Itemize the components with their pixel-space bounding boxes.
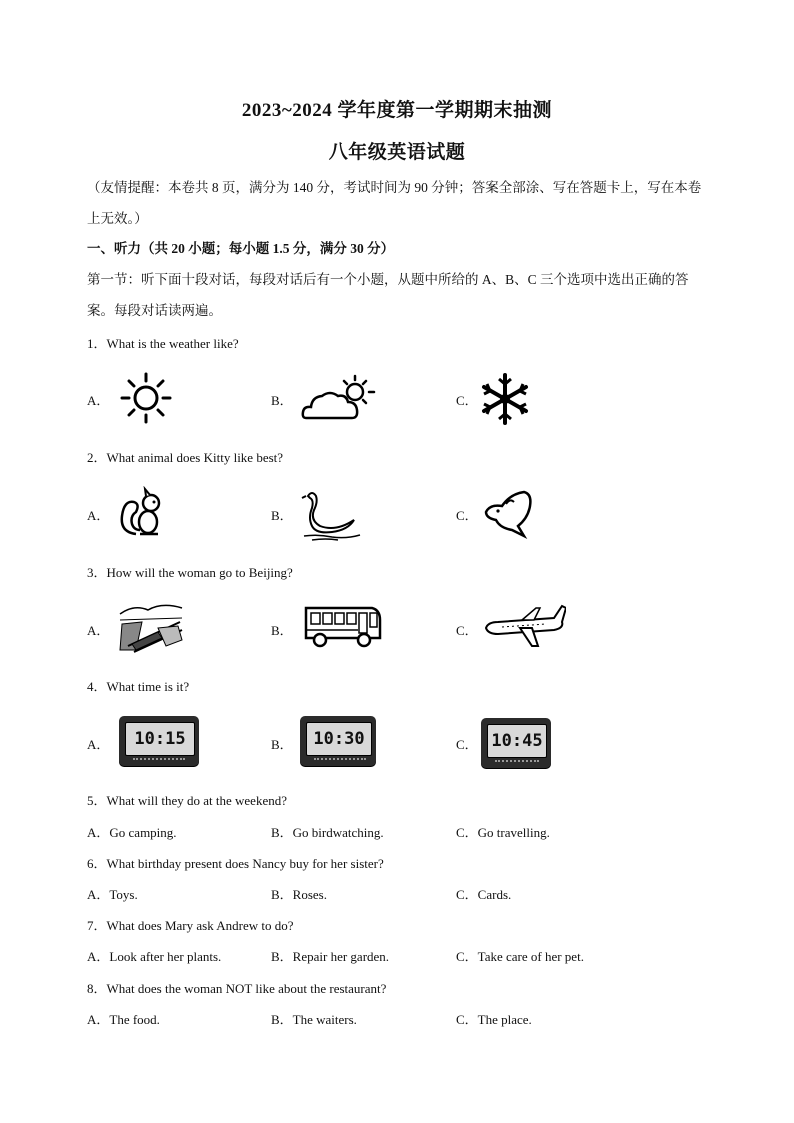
q3-label-c: C． bbox=[456, 623, 478, 638]
q6-option-a: A．Toys. bbox=[87, 887, 138, 902]
q5-option-a: A．Go camping. bbox=[87, 825, 177, 840]
q8-option-c: C．The place. bbox=[456, 1012, 532, 1027]
part-instructions: 第一节：听下面十段对话，每段对话后有一个小题，从题中所给的 A、B、C 三个选项中选出正确的答案。每段对话读两遍。 bbox=[87, 272, 689, 318]
question-5: 5．What will they do at the weekend? bbox=[87, 793, 287, 808]
cloud-sun-icon bbox=[300, 374, 378, 424]
q1-label-c: C． bbox=[456, 393, 478, 408]
clock-time-c: 10:45 bbox=[487, 724, 547, 758]
q7-option-c: C．Take care of her pet. bbox=[456, 949, 584, 964]
question-3: 3．How will the woman go to Beijing? bbox=[87, 565, 293, 580]
q5-option-c: C．Go travelling. bbox=[456, 825, 550, 840]
dolphin-icon bbox=[480, 486, 536, 540]
q3-label-b: B． bbox=[271, 623, 293, 638]
q7-option-b: B．Repair her garden. bbox=[271, 949, 390, 964]
q4-label-a: A． bbox=[87, 737, 110, 752]
sun-icon bbox=[118, 372, 174, 424]
q6-option-b: B．Roses. bbox=[271, 887, 327, 902]
q1-label-a: A． bbox=[87, 393, 110, 408]
clock-time-b: 10:30 bbox=[306, 722, 372, 756]
question-7: 7．What does Mary ask Andrew to do? bbox=[87, 918, 294, 933]
q1-label-b: B． bbox=[271, 393, 293, 408]
clock-display-a bbox=[119, 716, 199, 766]
exam-subtitle: 八年级英语试题 bbox=[328, 142, 466, 163]
q6-option-c: C．Cards. bbox=[456, 887, 512, 902]
swan-icon bbox=[298, 488, 366, 542]
section-heading: 一、听力（共 20 小题；每小题 1.5 分，满分 30 分） bbox=[87, 241, 395, 256]
clock-display-c bbox=[481, 718, 551, 768]
q4-label-c: C． bbox=[456, 737, 478, 752]
exam-note: （友情提醒：本卷共 8 页，满分为 140 分，考试时间为 90 分钟；答案全部涂、写在答题卡上，写在本卷上无效。） bbox=[87, 180, 702, 226]
clock-time-a: 10:15 bbox=[125, 722, 195, 756]
squirrel-icon bbox=[118, 486, 168, 538]
plane-icon bbox=[482, 602, 566, 650]
train-icon bbox=[118, 600, 184, 654]
question-6: 6．What birthday present does Nancy buy for her sister? bbox=[87, 856, 384, 871]
question-8: 8．What does the woman NOT like about the restaurant? bbox=[87, 981, 387, 996]
q8-option-b: B．The waiters. bbox=[271, 1012, 357, 1027]
question-4: 4．What time is it? bbox=[87, 679, 190, 694]
q2-label-a: A． bbox=[87, 508, 110, 523]
q8-option-a: A．The food. bbox=[87, 1012, 160, 1027]
question-1: 1．What is the weather like? bbox=[87, 336, 239, 351]
clock-display-b bbox=[300, 716, 376, 766]
q5-option-b: B．Go birdwatching. bbox=[271, 825, 384, 840]
exam-title: 2023~2024 学年度第一学期期末抽测 bbox=[241, 100, 553, 121]
q3-label-a: A． bbox=[87, 623, 110, 638]
q4-label-b: B． bbox=[271, 737, 293, 752]
q7-option-a: A．Look after her plants. bbox=[87, 949, 222, 964]
snowflake-icon bbox=[478, 372, 532, 426]
bus-icon bbox=[302, 604, 384, 648]
question-2: 2．What animal does Kitty like best? bbox=[87, 450, 284, 465]
q2-label-b: B． bbox=[271, 508, 293, 523]
q2-label-c: C． bbox=[456, 508, 478, 523]
